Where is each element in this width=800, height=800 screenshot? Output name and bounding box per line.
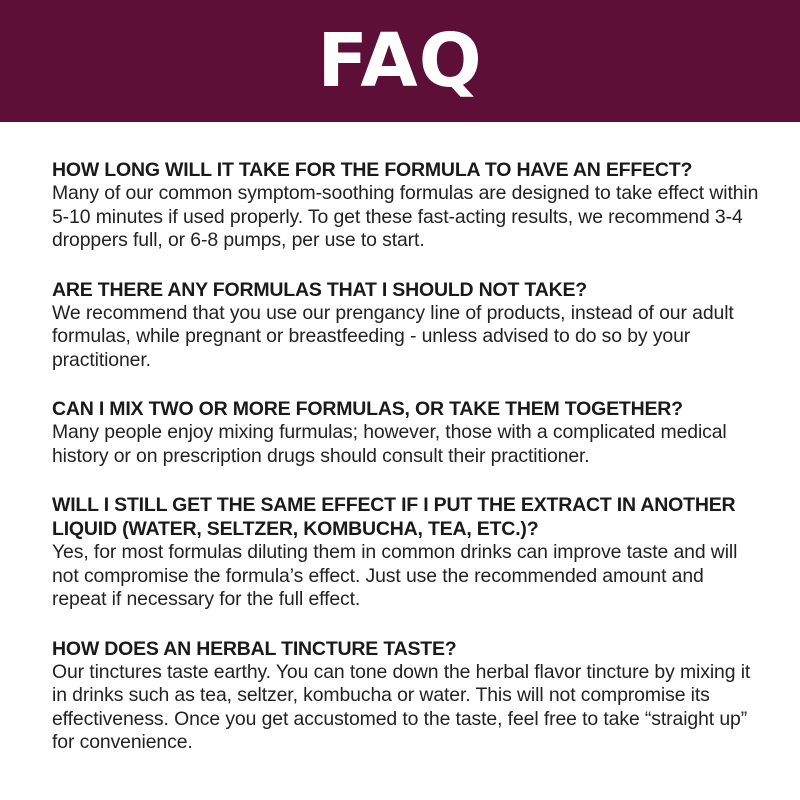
faq-item-formulas-to-avoid: [52, 278, 760, 373]
faq-answer: Many of our common symptom-soothing formulas are designed to take effect within 5-10 minutes if used properly. To get these fast-acting results, we recommend 3-4 droppers full, or 6-8 pumps, per use to start.: [52, 182, 759, 251]
faq-question: HOW LONG WILL IT TAKE FOR THE FORMULA TO HAVE AN EFFECT?: [52, 159, 693, 181]
faq-item-mixing-formulas: [52, 397, 760, 468]
page-header: [0, 0, 800, 122]
faq-answer: Our tinctures taste earthy. You can tone down the herbal flavor tincture by mixing it in drinks such as tea, seltzer, kombucha or water. This will not compromise its effectiveness. Once you get accustomed to the taste, feel free to take “straight up” for convenience.: [52, 660, 751, 753]
faq-answer: We recommend that you use our prengancy line of products, instead of our adult formulas, while pregnant or breastfeeding - unless advised to do so by your practitioner.: [52, 301, 734, 371]
faq-item-taste: [52, 637, 760, 755]
faq-answer: Many people enjoy mixing furmulas; however, those with a complicated medical history or on prescription drugs should consult their practitioner.: [52, 421, 727, 467]
faq-item-effect-time: [52, 158, 760, 253]
faq-question: ARE THERE ANY FORMULAS THAT I SHOULD NOT TAKE?: [52, 278, 587, 301]
faq-question: CAN I MIX TWO OR MORE FORMULAS, OR TAKE THEM TOGETHER?: [52, 398, 683, 420]
faq-question: WILL I STILL GET THE SAME EFFECT IF I PUT THE EXTRACT IN ANOTHER LIQUID (WATER, SELTZER, KOMBUCHA, TEA, ETC.)?: [52, 494, 736, 540]
faq-answer: Yes, for most formulas diluting them in common drinks can improve taste and will not compromise the formula’s effect. Just use the recommended amount and repeat if necessary for the full effect.: [52, 541, 738, 610]
page-title: FAQ: [317, 18, 483, 104]
faq-item-other-liquids: [52, 493, 760, 612]
faq-list: [0, 122, 800, 755]
faq-question: HOW DOES AN HERBAL TINCTURE TASTE?: [52, 637, 457, 660]
